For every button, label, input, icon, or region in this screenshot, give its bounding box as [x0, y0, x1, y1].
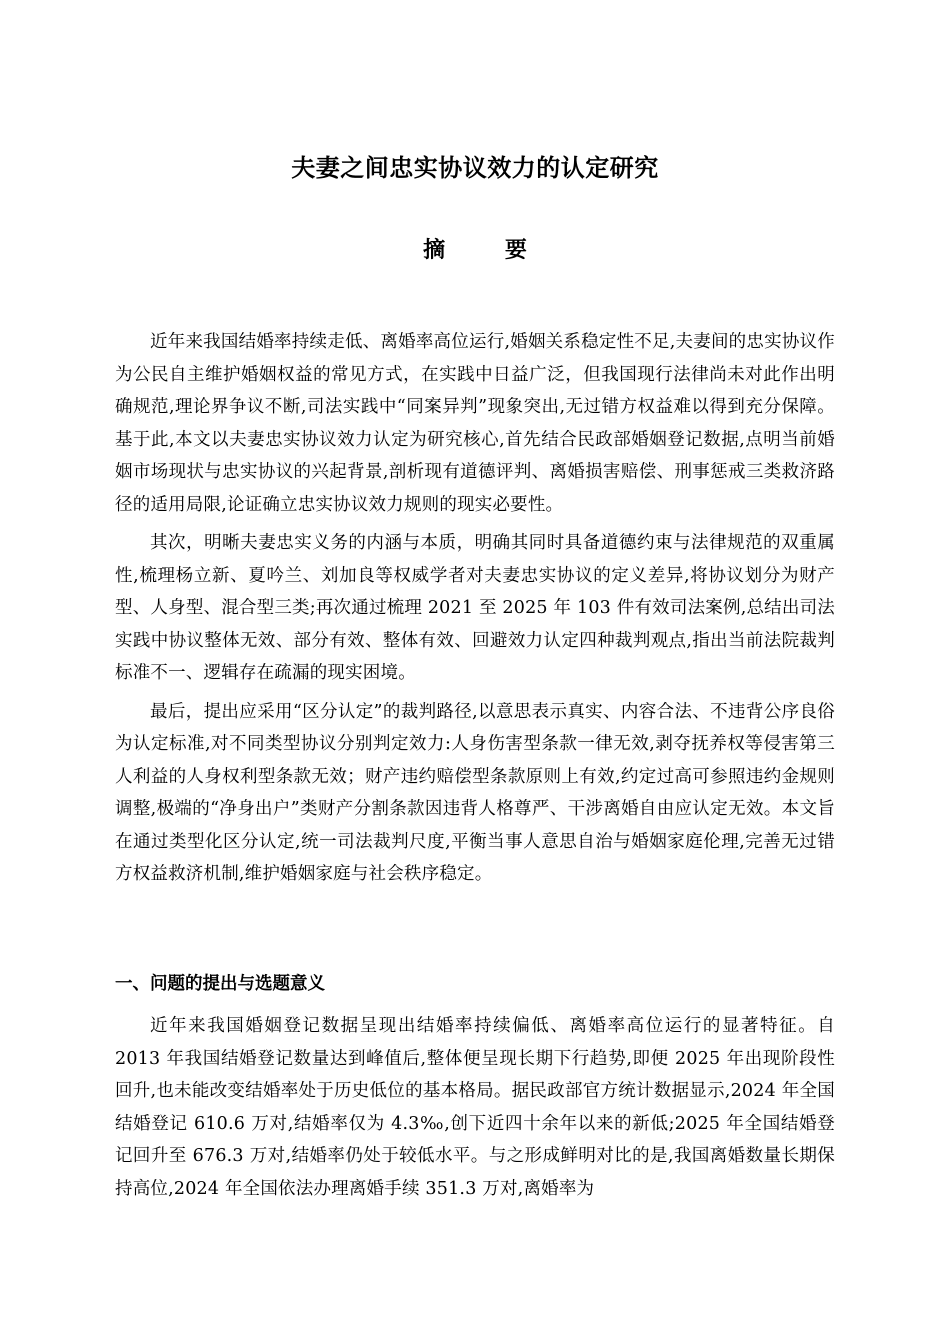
document-title: 夫妻之间忠实协议效力的认定研究	[291, 154, 659, 182]
section-paragraph-1: 近年来我国婚姻登记数据呈现出结婚率持续偏低、离婚率高位运行的显著特征。自 2013 年我国结婚登记数量达到峰值后,整体便呈现长期下行趋势,即便 2025 年出现阶段性回升,也未能改变结婚率处于历史低位的基本格局。据民政部官方统计数据显示,2024 年全国结婚登记 610.6 万对,结婚率仅为 4.3‰,创下近四十余年以来的新低;2025 年全国结婚登记回升至 676.3 万对,结婚率仍处于较低水平。与之形成鲜明对比的是,我国离婚数量长期保持高位,2024 年全国依法办理离婚手续 351.3 万对,离婚率为	[115, 1016, 835, 1199]
abstract-heading: 摘 要	[423, 238, 553, 263]
section-heading: 一、问题的提出与选题意义	[115, 974, 325, 994]
abstract-paragraph-1: 近年来我国结婚率持续走低、离婚率高位运行,婚姻关系稳定性不足,夫妻间的忠实协议作为公民自主维护婚姻权益的常见方式，在实践中日益广泛，但我国现行法律尚未对此作出明确规范,理论界争议不断,司法实践中“同案异判”现象突出,无过错方权益难以得到充分保障。基于此,本文以夫妻忠实协议效力认定为研究核心,首先结合民政部婚姻登记数据,点明当前婚姻市场现状与忠实协议的兴起背景,剖析现有道德评判、离婚损害赔偿、刑事惩戒三类救济路径的适用局限,论证确立忠实协议效力规则的现实必要性。	[115, 332, 835, 515]
section-body	[115, 1010, 835, 1205]
abstract-paragraph-3: 最后，提出应采用“区分认定”的裁判路径,以意思表示真实、内容合法、不违背公序良俗为认定标准,对不同类型协议分别判定效力:人身伤害型条款一律无效,剥夺抚养权等侵害第三人利益的人身权利型条款无效；财产违约赔偿型条款原则上有效,约定过高可参照违约金规则调整,极端的“净身出户”类财产分割条款因违背人格尊严、干涉离婚自由应认定无效。本文旨在通过类型化区分认定,统一司法裁判尺度,平衡当事人意思自治与婚姻家庭伦理,完善无过错方权益救济机制,维护婚姻家庭与社会秩序稳定。	[115, 701, 835, 884]
abstract-body	[115, 326, 835, 891]
abstract-paragraph-2: 其次，明晰夫妻忠实义务的内涵与本质，明确其同时具备道德约束与法律规范的双重属性,梳理杨立新、夏吟兰、刘加良等权威学者对夫妻忠实协议的定义差异,将协议划分为财产型、人身型、混合型三类;再次通过梳理 2021 至 2025 年 103 件有效司法案例,总结出司法实践中协议整体无效、部分有效、整体有效、回避效力认定四种裁判观点,指出当前法院裁判标准不一、逻辑存在疏漏的现实困境。	[115, 533, 835, 683]
